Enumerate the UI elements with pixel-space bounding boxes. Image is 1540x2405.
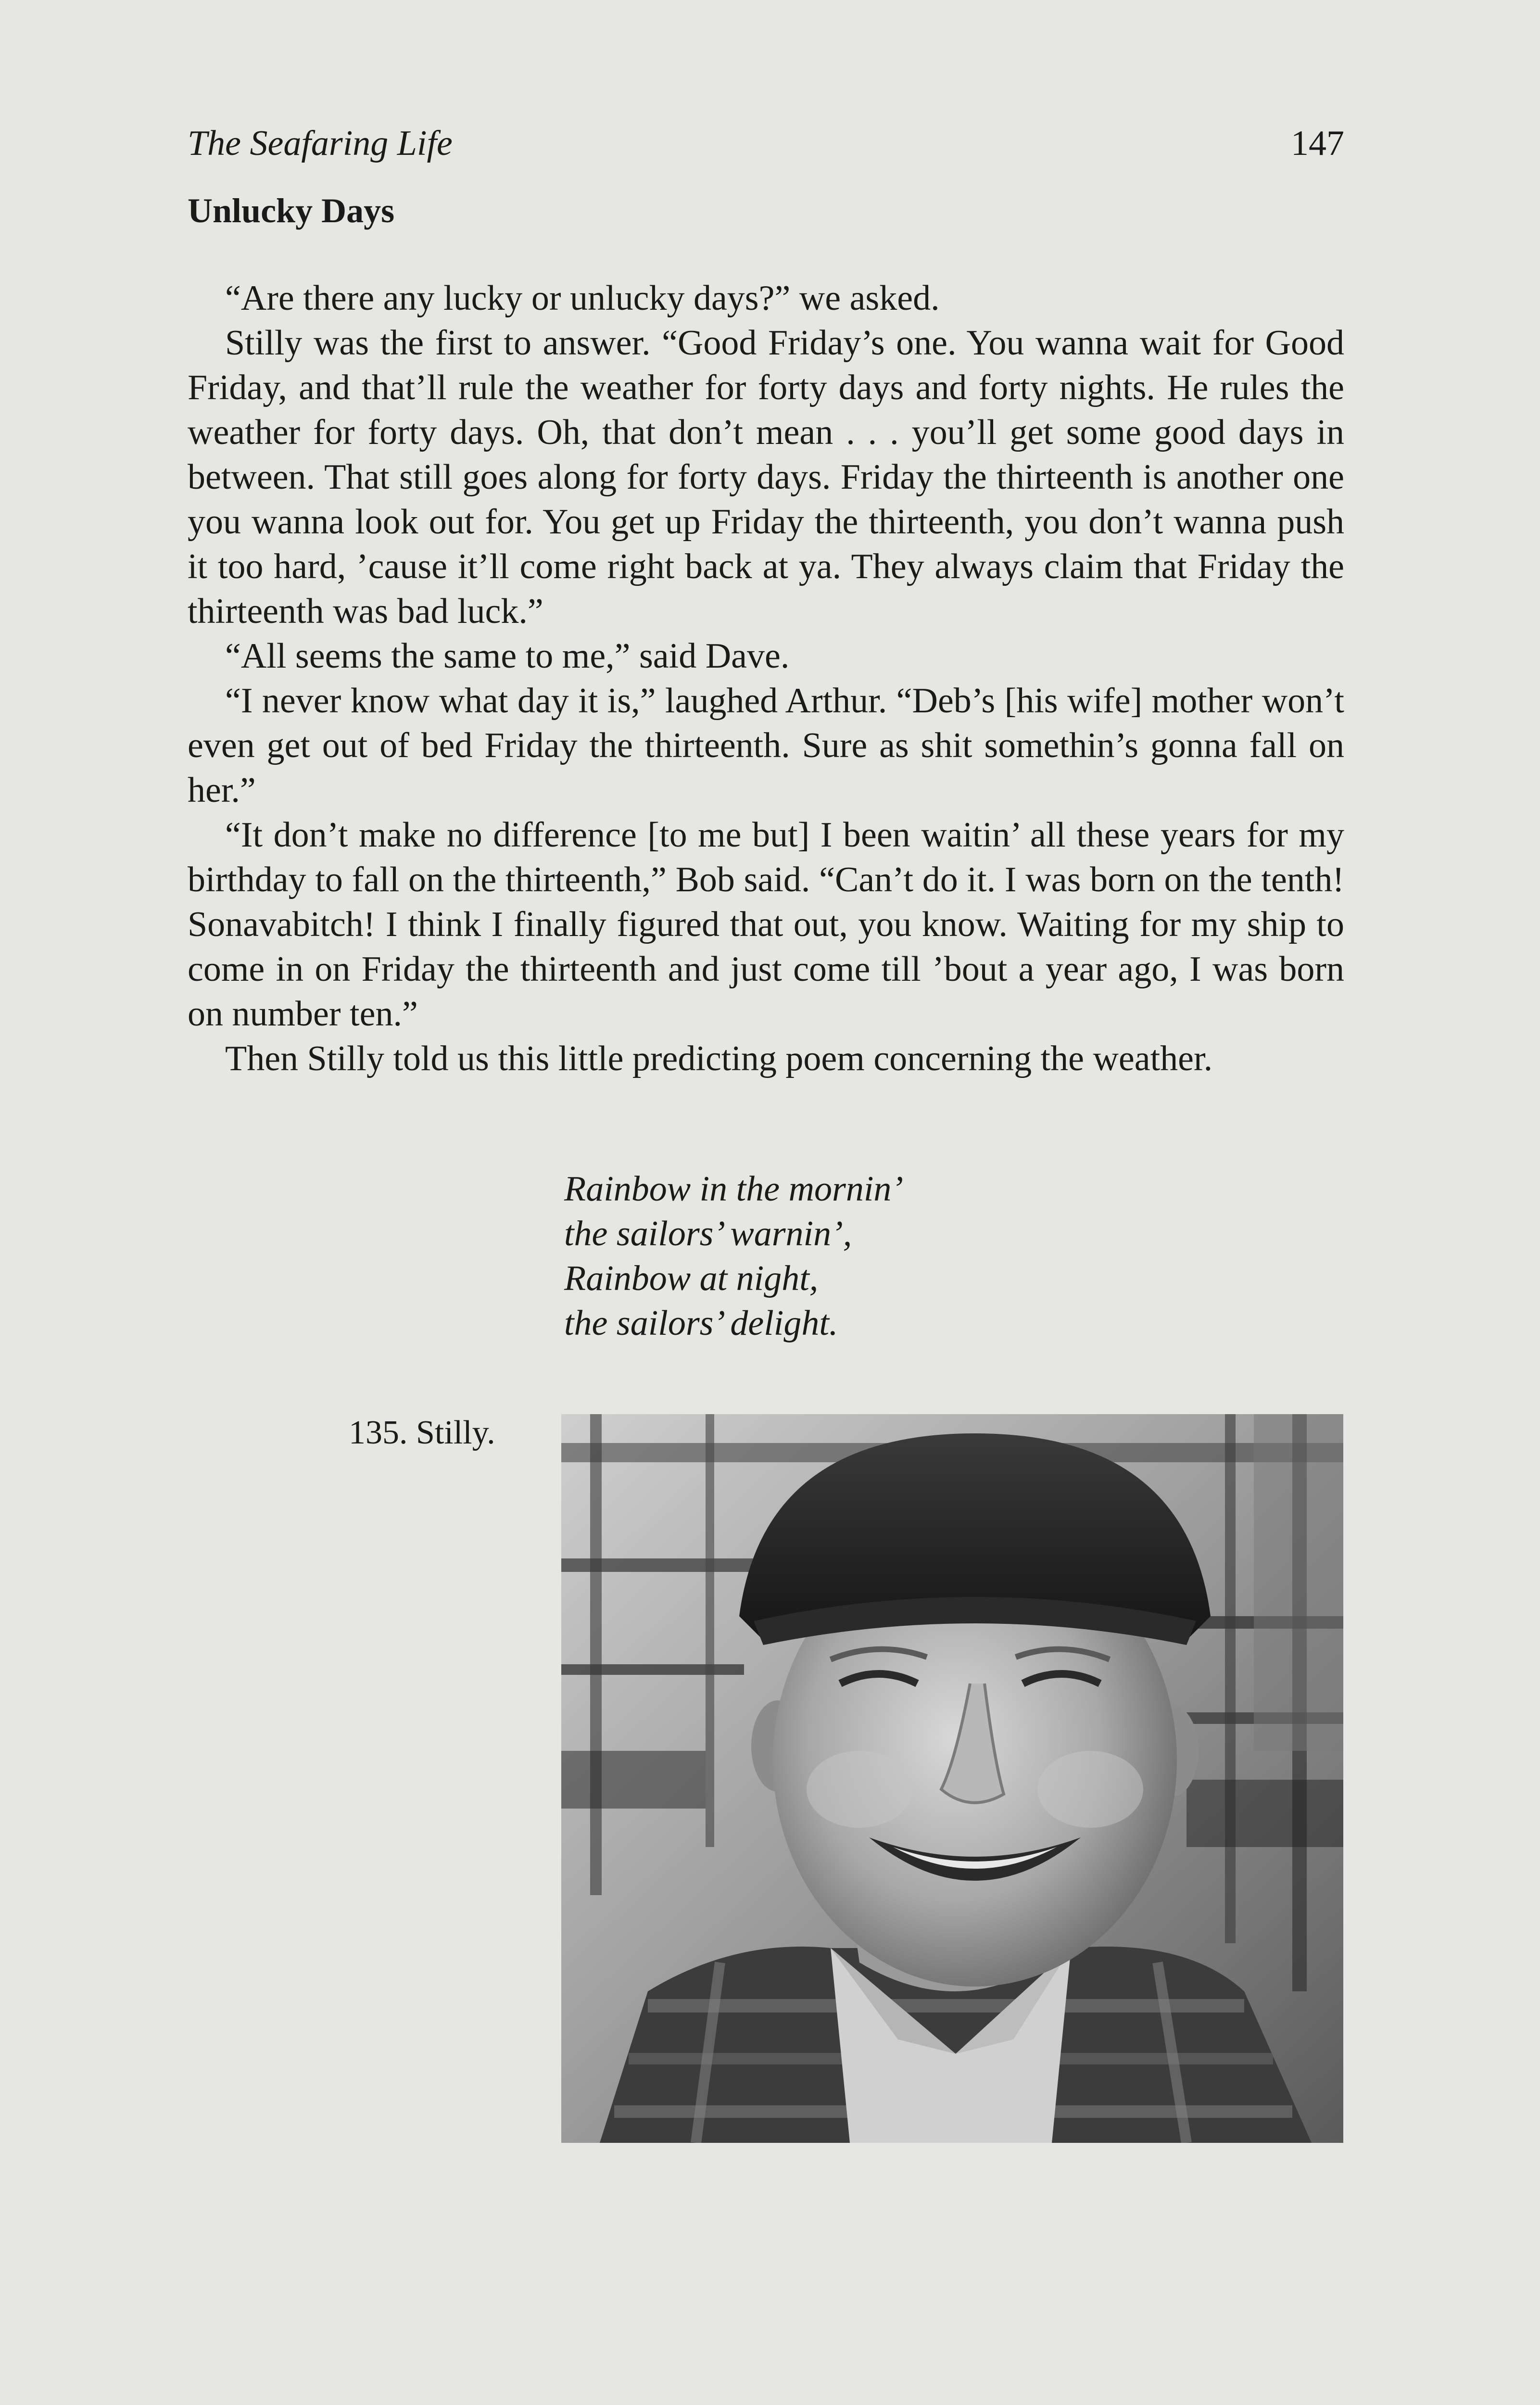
poem-line: the sailors’ delight. <box>564 1304 838 1343</box>
poem-line: the sailors’ warnin’, <box>564 1214 852 1253</box>
poem-line: Rainbow at night, <box>564 1259 819 1298</box>
poem-line: Rainbow in the mornin’ <box>564 1169 904 1209</box>
paragraph: “All seems the same to me,” said Dave. <box>225 636 790 676</box>
paragraph: “I never know what day it is,” laughed Arthur. “Deb’s [his wife] mother won’t even get out of bed Friday the thirteenth. Sure as shit somethin’s gonna fall on her.” <box>188 681 1344 810</box>
paragraph: “Are there any lucky or unlucky days?” we asked. <box>225 278 940 318</box>
portrait-photo <box>561 1414 1343 2143</box>
body-text <box>188 276 1344 1081</box>
paragraph: Then Stilly told us this little predicting poem concerning the weather. <box>225 1039 1213 1078</box>
running-title: The Seafaring Life <box>188 124 453 163</box>
page-number: 147 <box>1291 124 1344 163</box>
paragraph: “It don’t make no difference [to me but] I been waitin’ all these years for my birthday to fall on the thirteenth,” Bob said. “Can’t do it. I was born on the tenth! Sonavabitch! I think I finally figured that out, you know. Waiting for my ship to come in on Friday the thirteenth and just come till ’bout a year ago, I was born on number ten.” <box>188 815 1344 1034</box>
running-head <box>188 119 1344 167</box>
figure-caption: 135. Stilly. <box>349 1414 495 1451</box>
section-heading: Unlucky Days <box>188 191 395 230</box>
portrait-illustration <box>561 1414 1343 2143</box>
paragraph: Stilly was the first to answer. “Good Friday’s one. You wanna wait for Good Friday, and that’ll rule the weather for forty days and forty nights. He rules the weather for forty days. Oh, that don’t mean . . . you’ll get some good days in between. That still goes along for forty days. Friday the thirteenth is another one you wanna look out for. You get up Friday the thirteenth, you don’t wanna push it too hard, ’cause it’ll come right back at ya. They always claim that Friday the thirteenth was bad luck.” <box>188 323 1344 631</box>
weather-poem <box>564 1167 903 1346</box>
